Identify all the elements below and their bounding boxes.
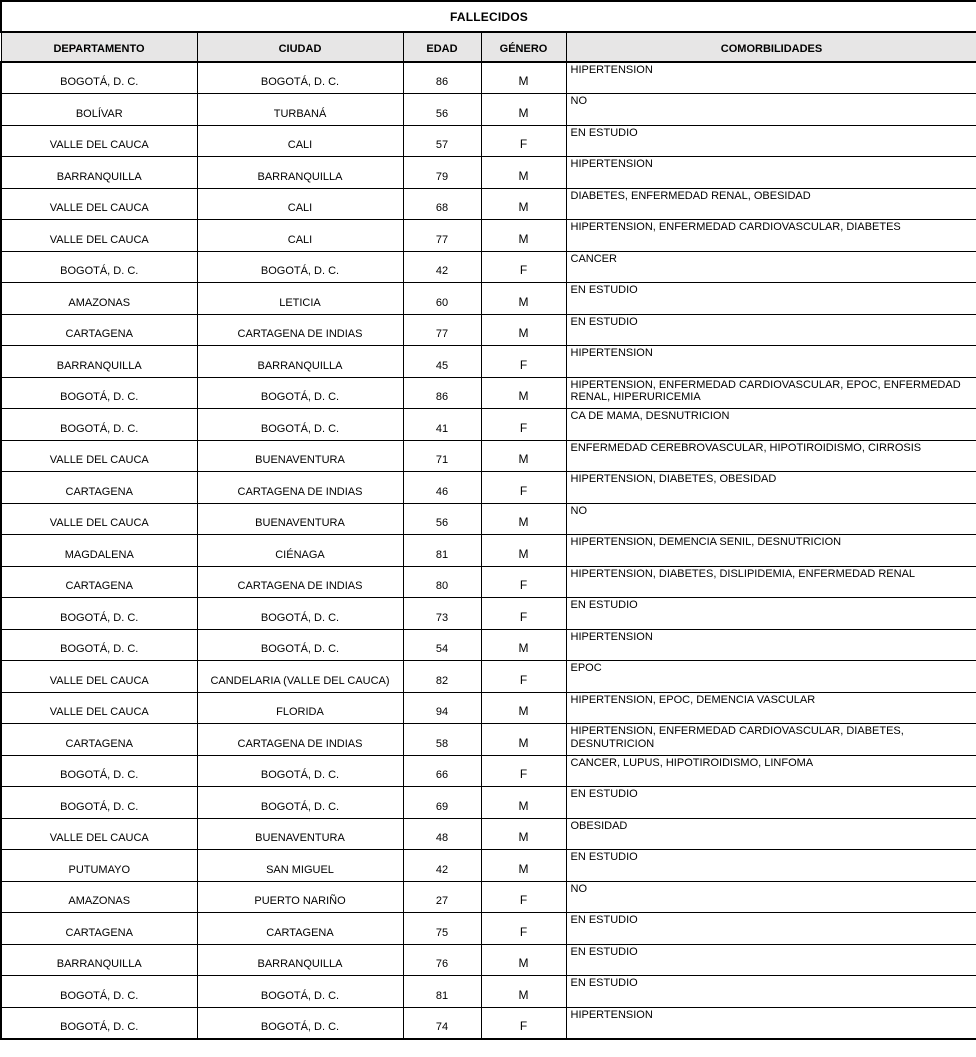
cell-genero: F <box>481 755 566 787</box>
cell-ciudad: BARRANQUILLA <box>197 944 403 976</box>
cell-genero: F <box>481 661 566 693</box>
table-row <box>1 692 976 724</box>
cell-edad: 75 <box>403 913 481 945</box>
table-row <box>1 661 976 693</box>
table-row <box>1 62 976 94</box>
cell-edad: 80 <box>403 566 481 598</box>
cell-ciudad: CANDELARIA (VALLE DEL CAUCA) <box>197 661 403 693</box>
cell-departamento: BARRANQUILLA <box>1 346 197 378</box>
cell-departamento: BARRANQUILLA <box>1 944 197 976</box>
cell-comorbilidades: EN ESTUDIO <box>566 283 976 315</box>
table-row <box>1 94 976 126</box>
cell-ciudad: BOGOTÁ, D. C. <box>197 755 403 787</box>
cell-genero: M <box>481 62 566 94</box>
cell-departamento: CARTAGENA <box>1 566 197 598</box>
cell-edad: 76 <box>403 944 481 976</box>
cell-genero: F <box>481 472 566 504</box>
cell-ciudad: LETICIA <box>197 283 403 315</box>
table-row <box>1 724 976 756</box>
table-row <box>1 440 976 472</box>
cell-genero: M <box>481 535 566 567</box>
cell-departamento: BOGOTÁ, D. C. <box>1 1007 197 1039</box>
cell-comorbilidades: NO <box>566 881 976 913</box>
cell-departamento: CARTAGENA <box>1 913 197 945</box>
cell-genero: M <box>481 283 566 315</box>
cell-ciudad: BOGOTÁ, D. C. <box>197 251 403 283</box>
cell-comorbilidades: OBESIDAD <box>566 818 976 850</box>
cell-edad: 56 <box>403 94 481 126</box>
cell-ciudad: PUERTO NARIÑO <box>197 881 403 913</box>
cell-ciudad: SAN MIGUEL <box>197 850 403 882</box>
cell-comorbilidades: HIPERTENSION, ENFERMEDAD CARDIOVASCULAR, EPOC, ENFERMEDAD RENAL, HIPERURICEMIA <box>566 377 976 409</box>
cell-departamento: VALLE DEL CAUCA <box>1 440 197 472</box>
cell-edad: 77 <box>403 220 481 252</box>
cell-ciudad: BOGOTÁ, D. C. <box>197 62 403 94</box>
table-row <box>1 881 976 913</box>
cell-comorbilidades: CANCER <box>566 251 976 283</box>
col-header-ciudad: CIUDAD <box>197 32 403 62</box>
cell-departamento: MAGDALENA <box>1 535 197 567</box>
cell-ciudad: CIÉNAGA <box>197 535 403 567</box>
table-row <box>1 535 976 567</box>
cell-comorbilidades: NO <box>566 94 976 126</box>
cell-comorbilidades: HIPERTENSION, ENFERMEDAD CARDIOVASCULAR, DIABETES <box>566 220 976 252</box>
cell-edad: 79 <box>403 157 481 189</box>
table-row <box>1 346 976 378</box>
col-header-edad: EDAD <box>403 32 481 62</box>
cell-edad: 60 <box>403 283 481 315</box>
cell-genero: F <box>481 881 566 913</box>
cell-departamento: BOGOTÁ, D. C. <box>1 598 197 630</box>
cell-edad: 74 <box>403 1007 481 1039</box>
cell-departamento: BOGOTÁ, D. C. <box>1 377 197 409</box>
cell-comorbilidades: CA DE MAMA, DESNUTRICION <box>566 409 976 441</box>
cell-edad: 69 <box>403 787 481 819</box>
cell-edad: 77 <box>403 314 481 346</box>
cell-comorbilidades: EN ESTUDIO <box>566 913 976 945</box>
cell-ciudad: BUENAVENTURA <box>197 818 403 850</box>
cell-genero: F <box>481 566 566 598</box>
cell-departamento: BOGOTÁ, D. C. <box>1 62 197 94</box>
cell-genero: M <box>481 629 566 661</box>
cell-comorbilidades: HIPERTENSION <box>566 629 976 661</box>
cell-departamento: VALLE DEL CAUCA <box>1 220 197 252</box>
cell-comorbilidades: HIPERTENSION, EPOC, DEMENCIA VASCULAR <box>566 692 976 724</box>
cell-comorbilidades: EPOC <box>566 661 976 693</box>
cell-edad: 71 <box>403 440 481 472</box>
cell-departamento: BOLÍVAR <box>1 94 197 126</box>
cell-genero: F <box>481 598 566 630</box>
table-title: FALLECIDOS <box>1 1 976 32</box>
cell-edad: 82 <box>403 661 481 693</box>
cell-comorbilidades: HIPERTENSION, DIABETES, DISLIPIDEMIA, ENFERMEDAD RENAL <box>566 566 976 598</box>
cell-departamento: AMAZONAS <box>1 283 197 315</box>
cell-genero: M <box>481 314 566 346</box>
cell-departamento: BOGOTÁ, D. C. <box>1 787 197 819</box>
table-row <box>1 976 976 1008</box>
cell-ciudad: BOGOTÁ, D. C. <box>197 409 403 441</box>
cell-ciudad: BOGOTÁ, D. C. <box>197 1007 403 1039</box>
cell-edad: 86 <box>403 62 481 94</box>
col-header-comorbilidades: COMORBILIDADES <box>566 32 976 62</box>
table-row <box>1 913 976 945</box>
cell-departamento: VALLE DEL CAUCA <box>1 125 197 157</box>
cell-ciudad: BARRANQUILLA <box>197 157 403 189</box>
cell-departamento: VALLE DEL CAUCA <box>1 692 197 724</box>
table-row <box>1 220 976 252</box>
cell-edad: 45 <box>403 346 481 378</box>
cell-departamento: VALLE DEL CAUCA <box>1 818 197 850</box>
cell-comorbilidades: CANCER, LUPUS, HIPOTIROIDISMO, LINFOMA <box>566 755 976 787</box>
cell-comorbilidades: HIPERTENSION <box>566 346 976 378</box>
cell-ciudad: CARTAGENA DE INDIAS <box>197 314 403 346</box>
table-row <box>1 818 976 850</box>
cell-edad: 48 <box>403 818 481 850</box>
cell-genero: M <box>481 220 566 252</box>
cell-genero: M <box>481 787 566 819</box>
cell-edad: 68 <box>403 188 481 220</box>
cell-ciudad: BOGOTÁ, D. C. <box>197 629 403 661</box>
cell-genero: M <box>481 850 566 882</box>
cell-genero: M <box>481 377 566 409</box>
table-row <box>1 157 976 189</box>
cell-genero: F <box>481 346 566 378</box>
table-row <box>1 629 976 661</box>
table-row <box>1 377 976 409</box>
cell-ciudad: TURBANÁ <box>197 94 403 126</box>
cell-departamento: VALLE DEL CAUCA <box>1 661 197 693</box>
cell-comorbilidades: EN ESTUDIO <box>566 944 976 976</box>
cell-comorbilidades: HIPERTENSION <box>566 1007 976 1039</box>
cell-genero: M <box>481 440 566 472</box>
cell-comorbilidades: HIPERTENSION <box>566 62 976 94</box>
cell-edad: 42 <box>403 251 481 283</box>
table-row <box>1 566 976 598</box>
cell-ciudad: CARTAGENA DE INDIAS <box>197 472 403 504</box>
cell-edad: 73 <box>403 598 481 630</box>
cell-edad: 54 <box>403 629 481 661</box>
cell-genero: F <box>481 251 566 283</box>
cell-genero: M <box>481 724 566 756</box>
cell-ciudad: BOGOTÁ, D. C. <box>197 787 403 819</box>
cell-edad: 56 <box>403 503 481 535</box>
cell-departamento: BOGOTÁ, D. C. <box>1 409 197 441</box>
table-title-row <box>1 1 976 32</box>
table-row <box>1 850 976 882</box>
cell-departamento: CARTAGENA <box>1 314 197 346</box>
cell-edad: 57 <box>403 125 481 157</box>
cell-ciudad: BOGOTÁ, D. C. <box>197 598 403 630</box>
cell-edad: 94 <box>403 692 481 724</box>
col-header-departamento: DEPARTAMENTO <box>1 32 197 62</box>
cell-departamento: VALLE DEL CAUCA <box>1 503 197 535</box>
table-row <box>1 598 976 630</box>
cell-genero: M <box>481 692 566 724</box>
cell-ciudad: CARTAGENA DE INDIAS <box>197 566 403 598</box>
table-row <box>1 188 976 220</box>
cell-comorbilidades: DIABETES, ENFERMEDAD RENAL, OBESIDAD <box>566 188 976 220</box>
cell-comorbilidades: HIPERTENSION, ENFERMEDAD CARDIOVASCULAR, DIABETES, DESNUTRICION <box>566 724 976 756</box>
cell-departamento: BOGOTÁ, D. C. <box>1 976 197 1008</box>
table-row <box>1 472 976 504</box>
cell-departamento: VALLE DEL CAUCA <box>1 188 197 220</box>
cell-ciudad: CALI <box>197 125 403 157</box>
cell-genero: F <box>481 409 566 441</box>
cell-departamento: BOGOTÁ, D. C. <box>1 629 197 661</box>
cell-edad: 81 <box>403 535 481 567</box>
cell-genero: F <box>481 125 566 157</box>
table-row <box>1 314 976 346</box>
cell-ciudad: BUENAVENTURA <box>197 503 403 535</box>
cell-edad: 46 <box>403 472 481 504</box>
cell-ciudad: BOGOTÁ, D. C. <box>197 976 403 1008</box>
cell-departamento: BOGOTÁ, D. C. <box>1 755 197 787</box>
cell-comorbilidades: EN ESTUDIO <box>566 125 976 157</box>
cell-comorbilidades: EN ESTUDIO <box>566 787 976 819</box>
table-row <box>1 503 976 535</box>
cell-genero: M <box>481 188 566 220</box>
table-header-row <box>1 32 976 62</box>
table-row <box>1 755 976 787</box>
cell-ciudad: FLORIDA <box>197 692 403 724</box>
cell-edad: 41 <box>403 409 481 441</box>
cell-ciudad: BUENAVENTURA <box>197 440 403 472</box>
cell-ciudad: CALI <box>197 220 403 252</box>
cell-ciudad: CALI <box>197 188 403 220</box>
cell-genero: M <box>481 503 566 535</box>
cell-ciudad: CARTAGENA <box>197 913 403 945</box>
cell-comorbilidades: HIPERTENSION <box>566 157 976 189</box>
cell-edad: 66 <box>403 755 481 787</box>
cell-departamento: PUTUMAYO <box>1 850 197 882</box>
cell-ciudad: BARRANQUILLA <box>197 346 403 378</box>
cell-departamento: CARTAGENA <box>1 472 197 504</box>
cell-genero: F <box>481 913 566 945</box>
table-row <box>1 1007 976 1039</box>
cell-departamento: AMAZONAS <box>1 881 197 913</box>
cell-comorbilidades: EN ESTUDIO <box>566 850 976 882</box>
table-row <box>1 283 976 315</box>
cell-departamento: CARTAGENA <box>1 724 197 756</box>
cell-departamento: BOGOTÁ, D. C. <box>1 251 197 283</box>
cell-genero: M <box>481 818 566 850</box>
table-row <box>1 251 976 283</box>
cell-comorbilidades: EN ESTUDIO <box>566 976 976 1008</box>
cell-genero: M <box>481 976 566 1008</box>
cell-comorbilidades: NO <box>566 503 976 535</box>
cell-edad: 27 <box>403 881 481 913</box>
cell-edad: 42 <box>403 850 481 882</box>
cell-comorbilidades: HIPERTENSION, DEMENCIA SENIL, DESNUTRICION <box>566 535 976 567</box>
cell-edad: 58 <box>403 724 481 756</box>
cell-comorbilidades: EN ESTUDIO <box>566 314 976 346</box>
table-row <box>1 125 976 157</box>
cell-comorbilidades: EN ESTUDIO <box>566 598 976 630</box>
col-header-genero: GÉNERO <box>481 32 566 62</box>
cell-comorbilidades: ENFERMEDAD CEREBROVASCULAR, HIPOTIROIDISMO, CIRROSIS <box>566 440 976 472</box>
cell-ciudad: CARTAGENA DE INDIAS <box>197 724 403 756</box>
cell-ciudad: BOGOTÁ, D. C. <box>197 377 403 409</box>
cell-comorbilidades: HIPERTENSION, DIABETES, OBESIDAD <box>566 472 976 504</box>
cell-genero: M <box>481 157 566 189</box>
table-row <box>1 409 976 441</box>
cell-genero: M <box>481 94 566 126</box>
cell-edad: 86 <box>403 377 481 409</box>
cell-departamento: BARRANQUILLA <box>1 157 197 189</box>
table-row <box>1 944 976 976</box>
cell-edad: 81 <box>403 976 481 1008</box>
cell-genero: M <box>481 944 566 976</box>
cell-genero: F <box>481 1007 566 1039</box>
table-row <box>1 787 976 819</box>
